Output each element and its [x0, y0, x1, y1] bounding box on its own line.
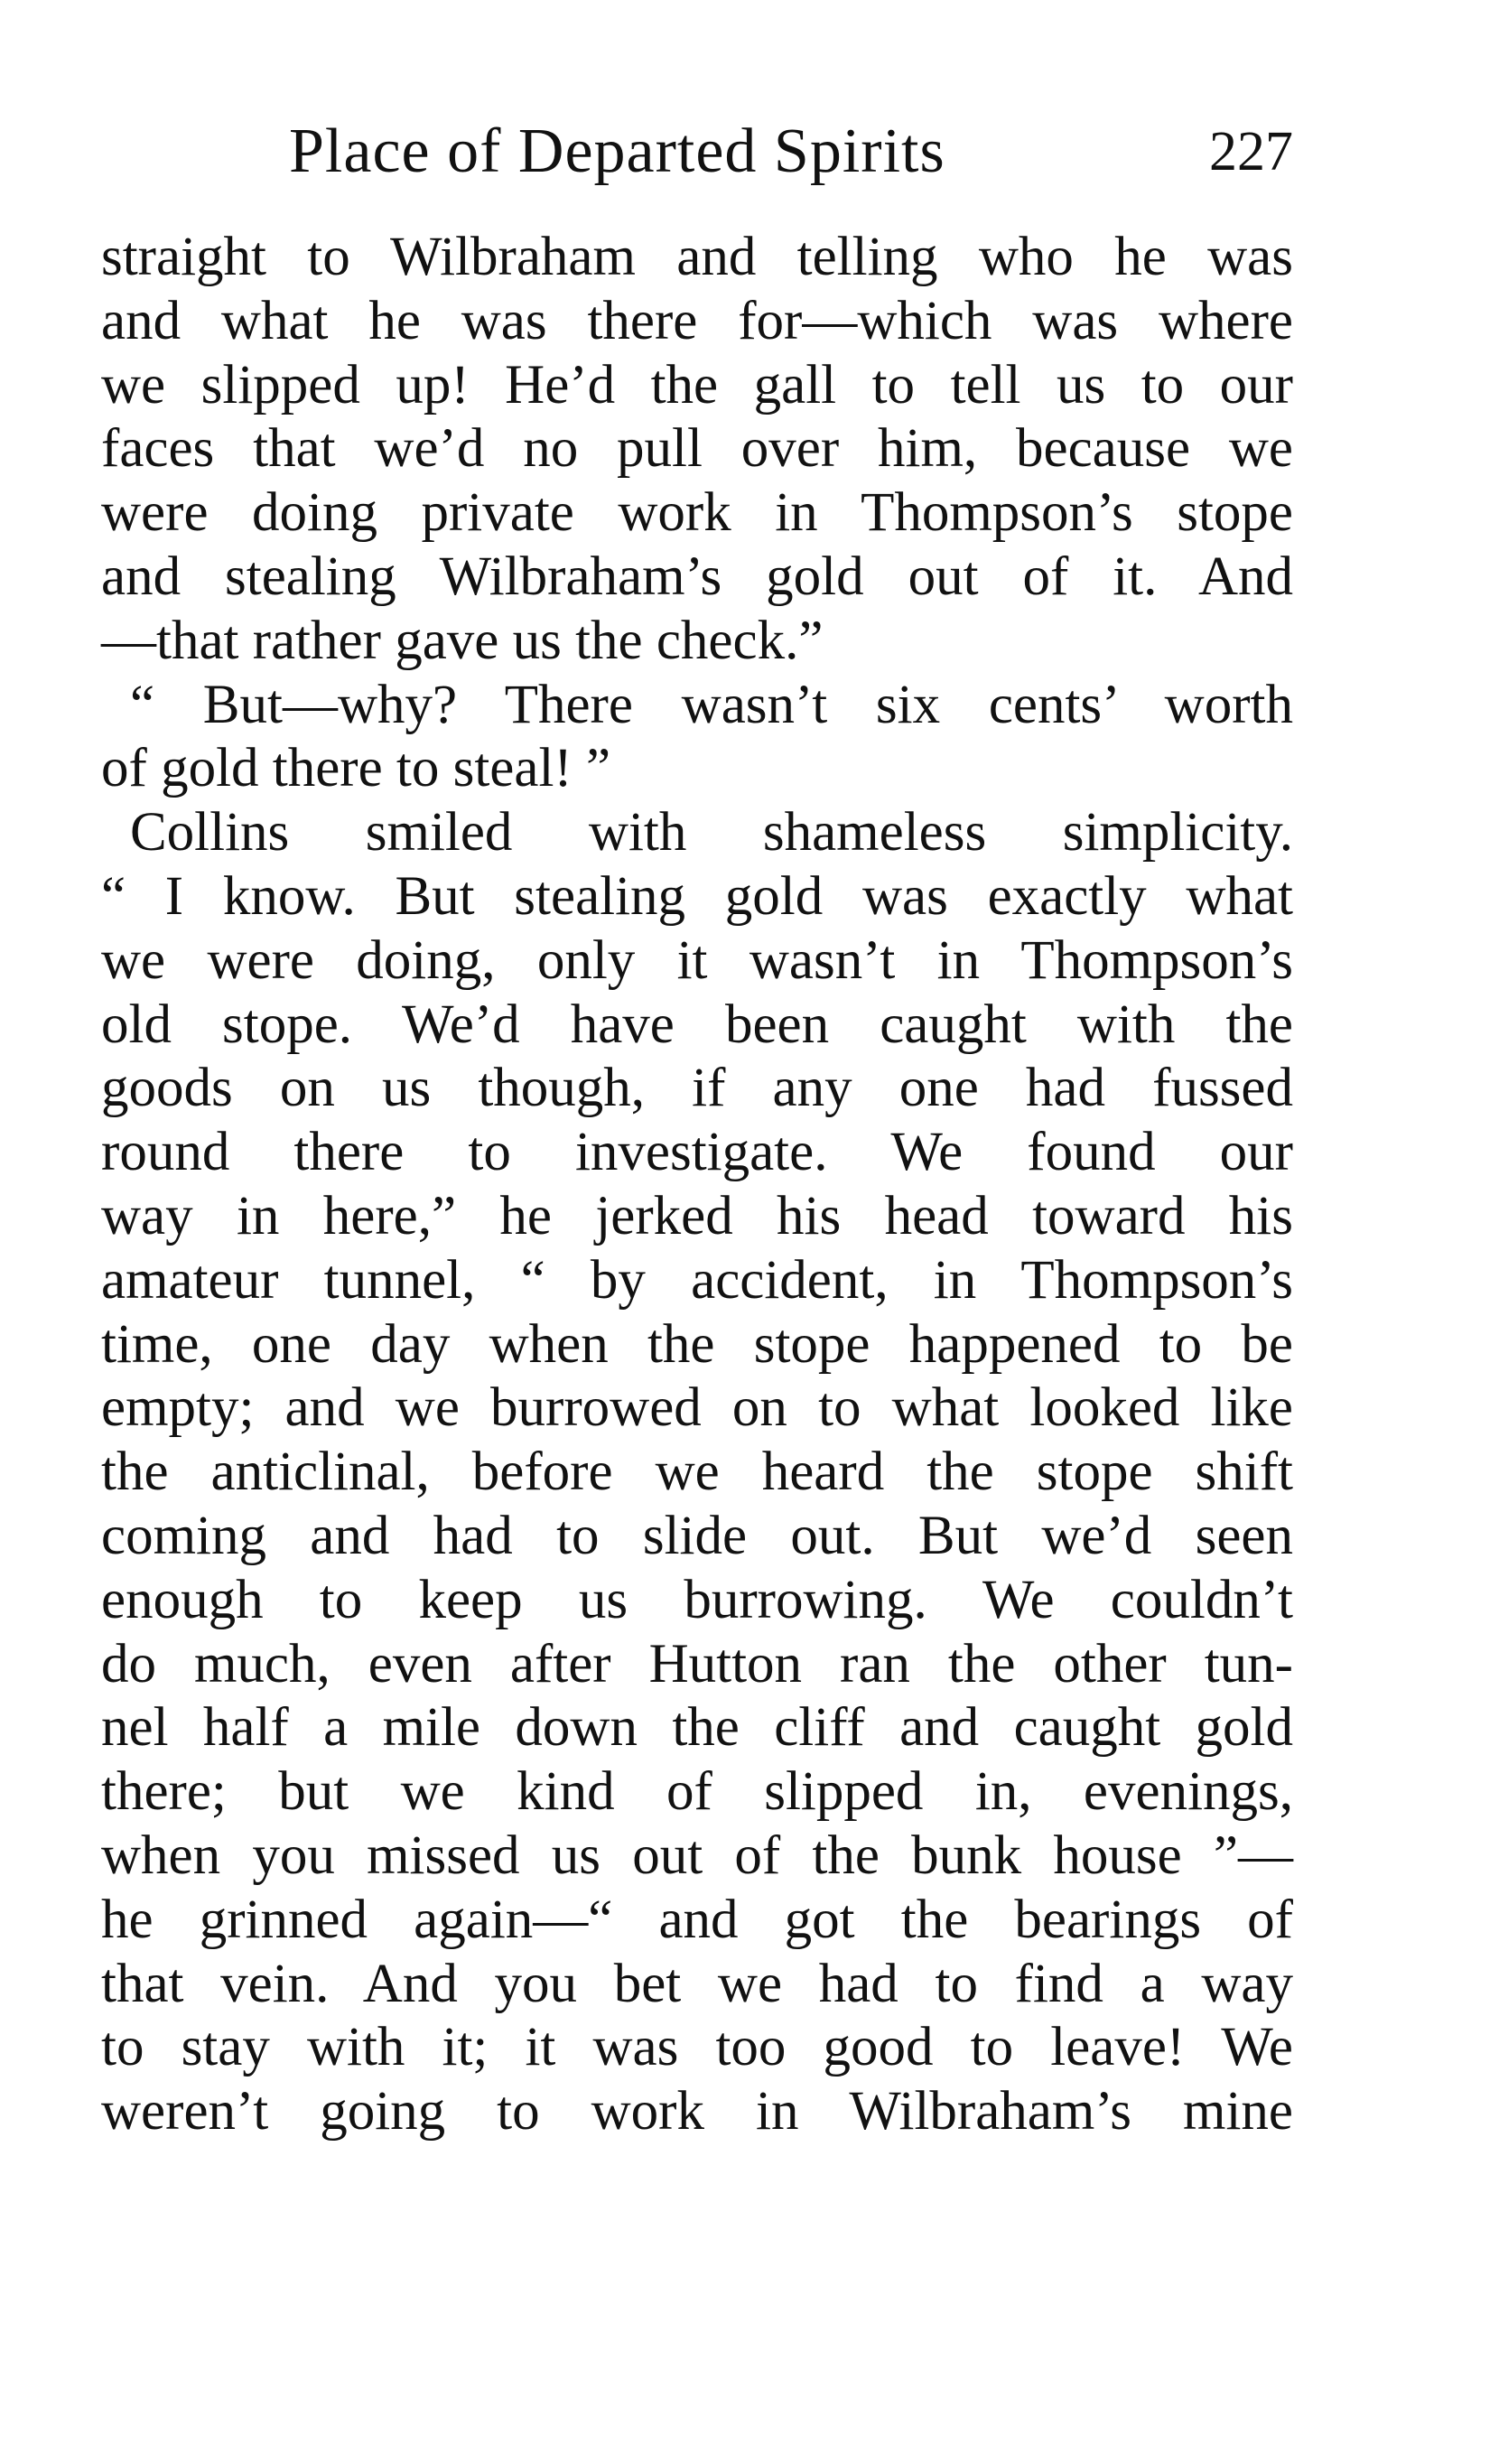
text-line: he grinned again—“ and got the bearings of	[101, 1889, 1293, 1950]
text-line: enough to keep us burrowing. We couldn’t	[101, 1569, 1293, 1630]
text-line: —that rather gave us the check.”	[101, 610, 824, 671]
text-line: that vein. And you bet we had to find a way	[101, 1953, 1293, 2014]
text-line: we slipped up! He’d the gall to tell us to our	[101, 354, 1293, 415]
text-line: and what he was there for—which was where	[101, 290, 1293, 351]
text-line: coming and had to slide out. But we’d seen	[101, 1505, 1293, 1566]
text-line: amateur tunnel, “ by accident, in Thompson’s	[101, 1249, 1293, 1311]
page-header	[101, 107, 1293, 197]
text-line: when you missed us out of the bunk house ”—	[101, 1825, 1293, 1886]
text-line: Collins smiled with shameless simplicity.	[130, 802, 1293, 863]
text-line: and stealing Wilbraham’s gold out of it. And	[101, 546, 1293, 607]
text-line: faces that we’d no pull over him, because we	[101, 418, 1293, 480]
text-line: round there to investigate. We found our	[101, 1122, 1293, 1183]
text-line: do much, even after Hutton ran the other tun-	[101, 1633, 1293, 1694]
text-line: the anticlinal, before we heard the stope shift	[101, 1442, 1293, 1503]
text-line: there; but we kind of slipped in, evenings,	[101, 1761, 1293, 1823]
text-line: we were doing, only it wasn’t in Thompson’s	[101, 929, 1293, 991]
text-line: way in here,” he jerked his head toward his	[101, 1185, 1293, 1246]
body-text	[101, 226, 1293, 2144]
text-line: weren’t going to work in Wilbraham’s mine	[101, 2081, 1293, 2142]
text-line: straight to Wilbraham and telling who he was	[101, 227, 1293, 287]
text-line: goods on us though, if any one had fussed	[101, 1058, 1293, 1119]
text-line: “ I know. But stealing gold was exactly what	[101, 865, 1293, 927]
page-number: 227	[1209, 121, 1293, 182]
text-line: empty; and we burrowed on to what looked like	[101, 1377, 1293, 1439]
text-line: of gold there to steal! ”	[101, 738, 611, 799]
text-line: nel half a mile down the cliff and caught gold	[101, 1697, 1293, 1759]
text-line: “ But—why? There wasn’t six cents’ worth	[130, 674, 1293, 735]
text-line: time, one day when the stope happened to be	[101, 1313, 1293, 1375]
text-line: to stay with it; it was too good to leave! We	[101, 2017, 1293, 2078]
text-line: were doing private work in Thompson’s stope	[101, 482, 1293, 544]
running-title: Place of Departed Spirits	[289, 117, 945, 186]
text-line: old stope. We’d have been caught with the	[101, 994, 1293, 1055]
